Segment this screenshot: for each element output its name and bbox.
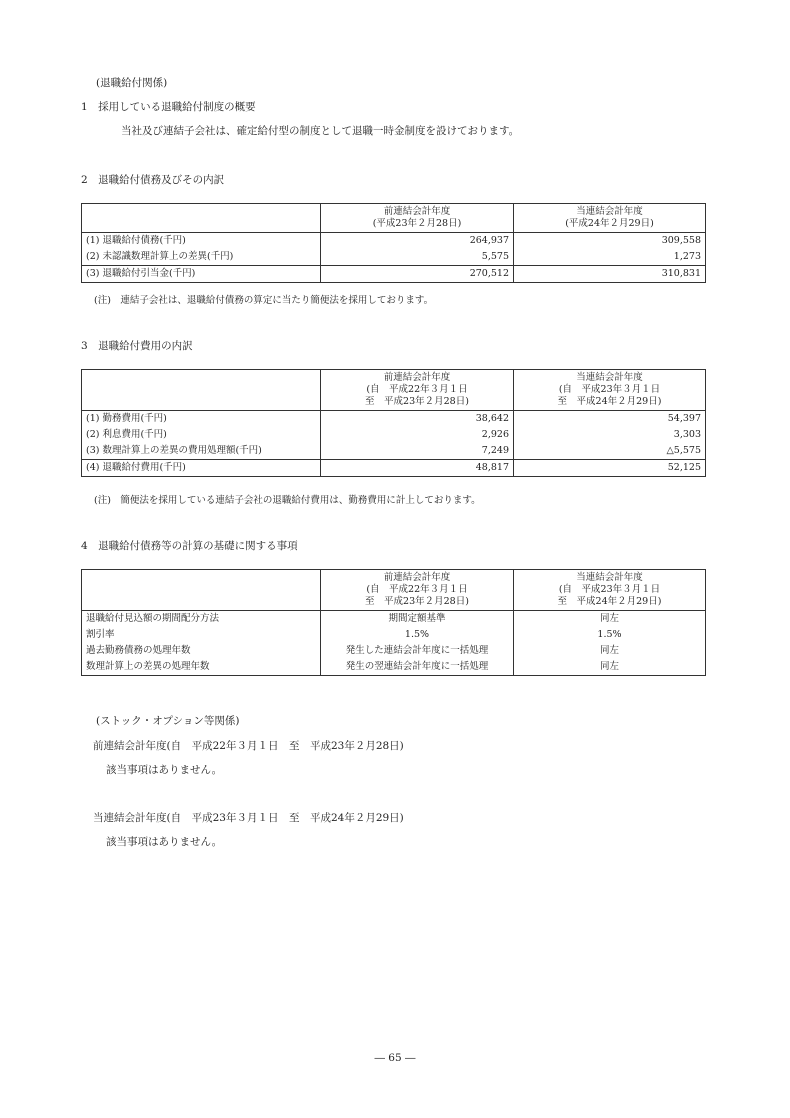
page-number: ― 65 ― bbox=[374, 1052, 416, 1064]
s3-header-curr: 当連結会計年度 (自 平成23年３月１日 至 平成24年２月29日) bbox=[514, 370, 706, 411]
s2-table bbox=[81, 203, 706, 283]
s4-table bbox=[81, 569, 706, 676]
s2-note: (注) 連結子会社は、退職給付債務の算定に当たり簡便法を採用しております。 bbox=[94, 295, 434, 306]
table-row: 退職給付見込額の期間配分方法 期間定額基準 同左 bbox=[82, 611, 706, 628]
stock-option-heading: (ストック・オプション等関係) bbox=[96, 715, 240, 727]
s4-header-prev: 前連結会計年度 (自 平成22年３月１日 至 平成23年２月28日) bbox=[321, 570, 514, 611]
stock-prev-title: 前連結会計年度(自 平成22年３月１日 至 平成23年２月28日) bbox=[93, 740, 404, 752]
section-heading-retirement: (退職給付関係) bbox=[96, 77, 168, 89]
s2-header-curr: 当連結会計年度 (平成24年２月29日) bbox=[514, 204, 706, 233]
s4-header-curr: 当連結会計年度 (自 平成23年３月１日 至 平成24年２月29日) bbox=[514, 570, 706, 611]
table-row: (4) 退職給付費用(千円) 48,817 52,125 bbox=[82, 460, 706, 477]
stock-curr-body: 該当事項はありません。 bbox=[106, 836, 223, 848]
table-row: 割引率 1.5% 1.5% bbox=[82, 627, 706, 643]
table-row: (3) 退職給付引当金(千円) 270,512 310,831 bbox=[82, 266, 706, 283]
table-row: (2) 利息費用(千円) 2,926 3,303 bbox=[82, 427, 706, 443]
stock-curr-title: 当連結会計年度(自 平成23年３月１日 至 平成24年２月29日) bbox=[93, 812, 404, 824]
s3-title: 3 退職給付費用の内訳 bbox=[81, 340, 193, 352]
s1-body: 当社及び連結子会社は、確定給付型の制度として退職一時金制度を設けております。 bbox=[121, 125, 520, 137]
s2-header-blank bbox=[82, 204, 321, 233]
table-row: (1) 勤務費用(千円) 38,642 54,397 bbox=[82, 411, 706, 428]
table-row: 過去勤務債務の処理年数 発生した連結会計年度に一括処理 同左 bbox=[82, 643, 706, 659]
s3-header-prev: 前連結会計年度 (自 平成22年３月１日 至 平成23年２月28日) bbox=[321, 370, 514, 411]
s3-table bbox=[81, 369, 706, 477]
table-row: (3) 数理計算上の差異の費用処理額(千円) 7,249 △5,575 bbox=[82, 443, 706, 460]
table-row: (2) 未認識数理計算上の差異(千円) 5,575 1,273 bbox=[82, 249, 706, 266]
s4-header-blank bbox=[82, 570, 321, 611]
s3-header-blank bbox=[82, 370, 321, 411]
s1-title: 1 採用している退職給付制度の概要 bbox=[81, 101, 256, 113]
s4-title: 4 退職給付債務等の計算の基礎に関する事項 bbox=[81, 540, 298, 552]
s2-title: 2 退職給付債務及びその内訳 bbox=[81, 174, 225, 186]
table-row: (1) 退職給付債務(千円) 264,937 309,558 bbox=[82, 233, 706, 250]
s3-note: (注) 簡便法を採用している連結子会社の退職給付費用は、勤務費用に計上しております。 bbox=[94, 495, 481, 506]
stock-prev-body: 該当事項はありません。 bbox=[106, 764, 223, 776]
table-row: 数理計算上の差異の処理年数 発生の翌連結会計年度に一括処理 同左 bbox=[82, 659, 706, 676]
s2-header-prev: 前連結会計年度 (平成23年２月28日) bbox=[321, 204, 514, 233]
